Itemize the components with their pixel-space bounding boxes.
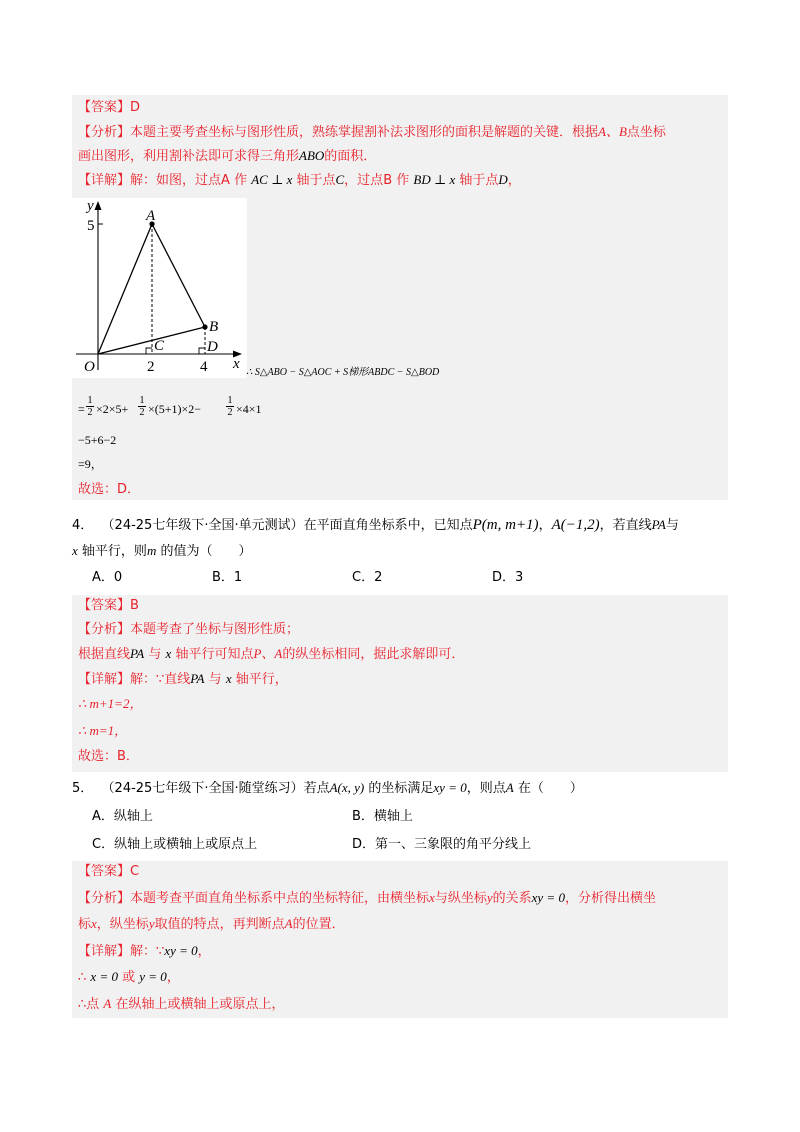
q4-analysis-line-1 <box>78 622 299 638</box>
analysis-text: 本题考查平面直角坐标系中点的坐标特征，由横坐标 <box>130 891 430 906</box>
analysis-text: 本题主要考查坐标与图形性质，熟练掌握割补法求图形的面积是解题的关键．根据 <box>130 125 599 140</box>
tick-label-2: 2 <box>147 359 155 375</box>
answer-value: B <box>130 598 139 613</box>
q3-formula-1: ∴ S△ABO − S△AOC + S梯形ABDC − S△BOD <box>246 367 440 378</box>
fraction-half <box>86 395 94 418</box>
detail-math: x = 0 <box>90 969 118 984</box>
q5-option-c[interactable]: C．纵轴上或横轴上或原点上 <box>92 837 258 852</box>
point-A: A(x, y) <box>329 780 365 795</box>
answer-value: C <box>130 864 140 879</box>
analysis-text: 的纵坐标相同，据此求解即可． <box>282 647 465 662</box>
question-source: （24-25七年级下·全国·单元测试） <box>101 518 304 533</box>
detail-text: ∴ <box>78 970 87 985</box>
detail-text: 解：如图，过点 <box>130 173 222 188</box>
question-text: 若点 <box>303 781 330 796</box>
q4-detail-line-1 <box>78 671 288 688</box>
q5-analysis-line-2 <box>78 916 345 933</box>
detail-math: PA <box>190 671 205 686</box>
q3-analysis-line-2 <box>78 148 376 165</box>
label-y: y <box>87 198 94 214</box>
point-B <box>202 324 207 329</box>
detail-text: 轴于点 <box>296 173 336 188</box>
detail-tag: 【详解】 <box>78 944 131 959</box>
q4-option-b[interactable]: B．1 <box>212 570 243 585</box>
detail-text: 轴平行， <box>235 672 288 687</box>
analysis-tag: 【分析】 <box>78 622 131 637</box>
q5-solution-panel <box>72 861 728 1018</box>
analysis-math: xy = 0 <box>531 890 565 905</box>
analysis-text: 本题考查了坐标与图形性质； <box>130 622 300 637</box>
q4-option-c[interactable]: C．2 <box>352 570 383 585</box>
q4-option-d[interactable]: D．3 <box>492 570 524 585</box>
question-text: 的坐标满足 <box>368 781 434 796</box>
answer-tag: 【答案】 <box>78 598 131 613</box>
point-P: P(m, m+1) <box>472 517 539 533</box>
q4-stem-line-2 <box>72 543 251 560</box>
q3-answer-line <box>78 100 140 116</box>
analysis-tag: 【分析】 <box>78 125 131 140</box>
answer-value: D <box>130 100 141 115</box>
q3-formula-4: =9， <box>78 457 103 471</box>
detail-text: 作 <box>234 173 248 188</box>
q5-detail-line-2 <box>78 969 180 986</box>
fraction-denominator: 2 <box>87 407 93 418</box>
tick-label-4: 4 <box>200 359 208 375</box>
fraction-numerator: 1 <box>227 395 233 406</box>
label-C: C <box>154 338 165 354</box>
question-text: 在平面直角坐标系中，已知点 <box>303 518 473 533</box>
question-text: ， <box>538 518 552 533</box>
q5-option-b[interactable]: B．横轴上 <box>352 809 413 824</box>
analysis-text: 点坐标 <box>626 125 666 140</box>
analysis-text: 的面积． <box>324 149 377 164</box>
analysis-text: 标 <box>78 917 92 932</box>
answer-tag: 【答案】 <box>78 864 131 879</box>
analysis-math: x <box>91 916 97 931</box>
analysis-math: ABO <box>299 148 325 163</box>
line-PA: PA <box>651 517 666 532</box>
q5-analysis-line-1 <box>78 890 656 907</box>
formula-part: ×2×5+ <box>96 402 129 416</box>
question-text: 轴平行，则 <box>81 544 147 559</box>
math-A: A <box>505 780 514 795</box>
detail-text: 在纵轴上或横轴上或原点上， <box>115 997 285 1012</box>
detail-text: ∴点 <box>78 997 100 1012</box>
fraction-half <box>226 395 234 418</box>
analysis-math: x <box>165 646 172 661</box>
analysis-text: 根据直线 <box>78 647 131 662</box>
detail-math: y = 0 <box>139 969 167 984</box>
analysis-math: P、A <box>253 646 283 661</box>
formula-part: ×(5+1)×2− <box>148 402 202 416</box>
fraction-half <box>138 395 146 418</box>
analysis-math: y <box>486 890 493 905</box>
math-m: m <box>146 543 157 558</box>
detail-text: 与 <box>208 672 222 687</box>
detail-text: ， <box>507 173 521 188</box>
detail-math: C <box>335 172 345 187</box>
analysis-math: y <box>148 916 155 931</box>
q4-analysis-line-2 <box>78 646 464 663</box>
answer-tag: 【答案】 <box>78 100 131 115</box>
question-number: 4． <box>72 518 94 533</box>
point-A: A(−1,2) <box>551 517 600 533</box>
detail-text: 或 <box>122 970 136 985</box>
label-x: x <box>233 356 240 372</box>
detail-text: 解：∵ <box>130 944 165 959</box>
fraction-numerator: 1 <box>139 395 145 406</box>
label-B: B <box>209 319 219 335</box>
q3-choose: 故选：D． <box>78 482 141 497</box>
q5-answer-line <box>78 864 139 880</box>
detail-text: ，过点 <box>344 173 384 188</box>
question-text: 的值为（ ） <box>160 544 252 559</box>
analysis-tag: 【分析】 <box>78 891 131 906</box>
fraction-numerator: 1 <box>87 395 93 406</box>
detail-math: x <box>225 671 232 686</box>
q5-option-a[interactable]: A．纵轴上 <box>92 809 153 824</box>
detail-text: B <box>383 173 393 188</box>
analysis-math: x <box>429 890 435 905</box>
q4-detail-line-3: ∴ m=1， <box>78 723 128 738</box>
q4-option-a[interactable]: A．0 <box>92 570 123 585</box>
fraction-denominator: 2 <box>227 407 233 418</box>
q3-detail-line-1 <box>78 172 521 189</box>
question-text: 与 <box>665 518 679 533</box>
q3-solution-panel <box>72 95 728 500</box>
analysis-math: A、B <box>598 124 627 139</box>
condition: xy = 0 <box>433 780 467 795</box>
detail-text: ， <box>197 944 211 959</box>
q3-formula-3: −5+6−2 <box>78 433 117 447</box>
q4-stem-line-1 <box>72 517 679 534</box>
detail-text: 解：∵直线 <box>130 672 191 687</box>
analysis-text: ，分析得出横坐 <box>564 891 656 906</box>
detail-text: ， <box>166 970 180 985</box>
analysis-text: 的关系 <box>492 891 532 906</box>
q5-option-d[interactable]: D．第一、三象限的角平分线上 <box>352 837 532 852</box>
q5-stem <box>72 780 583 797</box>
label-O: O <box>84 359 95 375</box>
question-number: 5． <box>72 781 94 796</box>
detail-math: A <box>103 996 112 1011</box>
analysis-text: 画出图形，利用割补法即可求得三角形 <box>78 149 300 164</box>
analysis-text: 的位置． <box>292 917 345 932</box>
analysis-text: 取值的特点，再判断点 <box>154 917 285 932</box>
q4-choose: 故选：B． <box>78 749 139 764</box>
question-source: （24-25七年级下·全国·随堂练习） <box>101 781 304 796</box>
equals-sign: = <box>78 402 85 416</box>
math-x: x <box>72 543 78 558</box>
question-text: 在（ ） <box>517 781 583 796</box>
detail-text: A <box>221 173 230 188</box>
detail-text: 作 <box>396 173 410 188</box>
analysis-text: 与纵坐标 <box>434 891 487 906</box>
detail-math: BD ⊥ x <box>413 172 456 187</box>
analysis-math: PA <box>130 646 145 661</box>
detail-tag: 【详解】 <box>78 672 131 687</box>
analysis-text: 轴平行可知点 <box>175 647 254 662</box>
fraction-denominator: 2 <box>139 407 145 418</box>
analysis-math: A <box>284 916 293 931</box>
q5-detail-line-3 <box>78 996 285 1013</box>
q4-detail-line-2: ∴ m+1=2， <box>78 696 143 711</box>
detail-tag: 【详解】 <box>78 173 131 188</box>
q3-analysis-line-1 <box>78 124 666 141</box>
q5-detail-line-1 <box>78 943 211 960</box>
formula-part: ×4×1 <box>236 402 262 416</box>
label-D: D <box>207 339 218 355</box>
detail-text: 轴于点 <box>459 173 499 188</box>
question-text: ，则点 <box>466 781 506 796</box>
detail-math: xy = 0 <box>164 943 198 958</box>
label-A: A <box>146 208 156 224</box>
q4-solution-panel <box>72 595 728 772</box>
detail-math: D <box>498 172 508 187</box>
question-text: ，若直线 <box>599 518 652 533</box>
coordinate-figure <box>72 198 247 378</box>
q4-answer-line <box>78 598 139 614</box>
detail-math: AC ⊥ x <box>251 172 293 187</box>
analysis-text: 与 <box>148 647 162 662</box>
tick-label-5: 5 <box>87 218 95 234</box>
analysis-text: ，纵坐标 <box>96 917 149 932</box>
